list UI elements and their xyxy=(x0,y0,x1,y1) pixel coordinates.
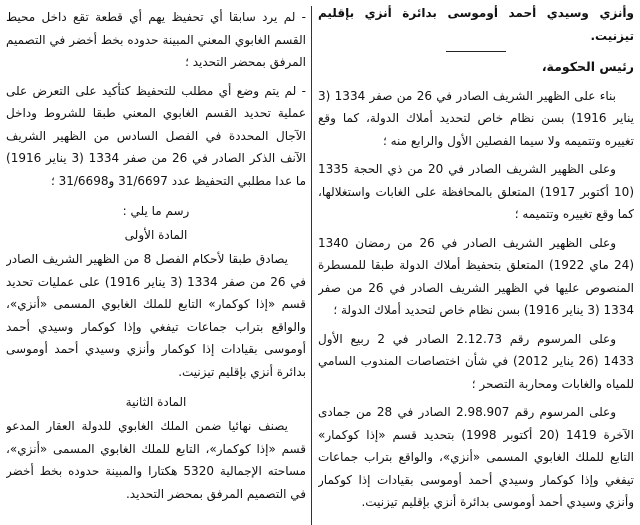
article-2-title: المادة الثانية xyxy=(125,395,187,409)
recital-3: وعلى الظهير الشريف الصادر في 26 من رمضان 1340 (24 ماي 1922) المتعلق بتحفيظ أملاك الدولة طبقا للمسطرة المنصوص عليها في الظهير الشريف الصادر في 26 من صفر 1334 (3 يناير 1916) بسن نظام خاص لتحديد أملاك الدولة ؛ xyxy=(318,235,634,317)
recital-5: وعلى المرسوم رقم 2.98.907 الصادر في 28 من جمادى الآخرة 1419 (20 أكتوبر 1998) بتحديد قسم «إذا كوكمار» التابع للملك الغابوي المسمى «أنزي»، والواقع بتراب جماعات تيفغي وإذا كوكمار وسيدي أحمد أوموسى بقيادات إذا كوكمار وأنزي وسيدي أحمد أوموسى بدائرة أنزي بإقليم تيزنيت. xyxy=(318,405,634,509)
article-2-text: يصنف نهائيا ضمن الملك الغابوي للدولة العقار المدعو قسم «إذا كوكمار»، التابع للملك الغابوي المسمى «أنزي»، مساحته الإجمالية 5320 هكتارا والمبينة حدوده بخط أخضر في التصميم المرفق بمحضر التحديد. xyxy=(6,419,306,501)
decree-title-tail: وأنزي وسيدي أحمد أوموسى بدائرة أنزي بإقليم تيزنيت. xyxy=(318,6,634,43)
article-1-title: المادة الأولى xyxy=(124,228,188,242)
title-separator xyxy=(446,51,506,52)
recital-4: وعلى المرسوم رقم 2.12.73 الصادر في 2 ربيع الأول 1433 (26 يناير 2012) في شأن اختصاصات المندوب السامي للمياه والغابات ومحاربة التصحر ؛ xyxy=(318,331,634,391)
prime-minister-heading: رئيس الحكومة، xyxy=(541,59,634,74)
article-1-text: يصادق طبقا لأحكام الفصل 8 من الظهير الشريف الصادر في 26 من صفر 1334 (3 يناير 1916) على عمليات تحديد قسم «إذا كوكمار» التابع للملك الغابوي المسمى «أنزي»، والواقع بتراب جماعات تيفغي وإذا كوكمار وسيدي أحمد أوموسى بقيادات إذا كوكمار وأنزي وسيدي أحمد أوموسى بدائرة أنزي بإقليم تيزنيت. xyxy=(6,252,306,379)
clause-no-registration-request: - لم يتم وضع أي مطلب للتحفيظ كتأكيد على التعرض على عملية تحديد القسم الغابوي المعني طبقا للشروط وداخل الآجال المحددة في الفصل السادس من الظهير الشريف الآنف الذكر الصادر في 26 من صفر 1334 (3 يناير 1916) ما عدا مطلبي التحفيظ عدد 31/6697 و31/6698 ؛ xyxy=(6,83,306,188)
recital-1: بناء على الظهير الشريف الصادر في 26 من صفر 1334 (3 يناير 1916) بسن نظام خاص لتحديد أملاك الدولة، كما وقع تغييره وتتميمه ولا سيما الفصلين الأول والرابع منه ؛ xyxy=(318,88,634,148)
clause-no-prior-registration: - لم يرد سابقا أي تحفيظ يهم أي قطعة تقع داخل محيط القسم الغابوي المعني المبينة حدوده بخط أخضر في التصميم المرفق بمحضر التحديد ؛ xyxy=(6,10,306,69)
right-column xyxy=(318,0,634,525)
recital-2: وعلى الظهير الشريف الصادر في 20 من ذي الحجة 1335 (10 أكتوبر 1917) المتعلق بالمحافظة على الغابات واستغلالها، كما وقع تغييره وتتميمه ؛ xyxy=(318,162,634,221)
column-divider xyxy=(311,6,312,525)
decree-statement: رسم ما يلي : xyxy=(122,204,190,218)
left-column xyxy=(6,0,306,525)
